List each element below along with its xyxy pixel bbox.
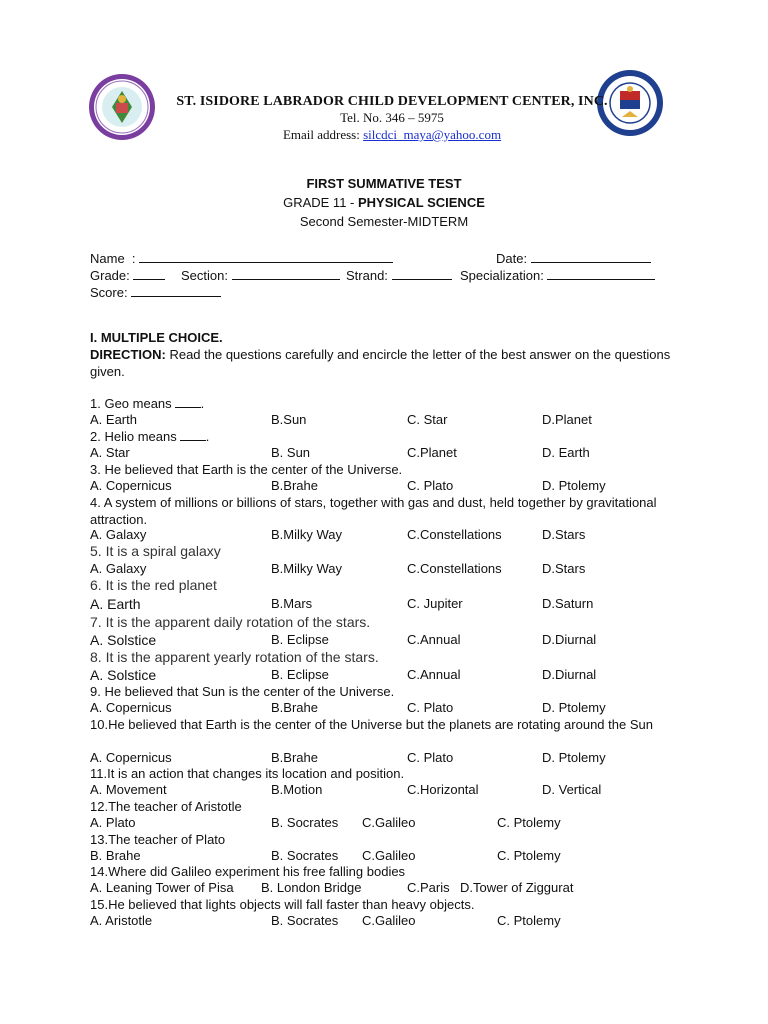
- option-14c[interactable]: C.Paris: [407, 880, 450, 895]
- option-13a[interactable]: B. Brahe: [90, 848, 141, 863]
- specialization-row: [460, 267, 655, 283]
- test-title: FIRST SUMMATIVE TEST: [306, 176, 462, 191]
- score-blank[interactable]: [131, 284, 221, 297]
- date-label: Date:: [496, 251, 528, 266]
- option-15a[interactable]: A. Aristotle: [90, 913, 153, 928]
- strand-label: Strand:: [346, 268, 388, 283]
- option-2d[interactable]: D. Earth: [542, 445, 590, 460]
- option-7b[interactable]: B. Eclipse: [271, 632, 329, 647]
- option-7a[interactable]: A. Solstice: [90, 632, 157, 648]
- question-4: 4. A system of millions or billions of stars, together with gas and dust, held together by gravitational attraction.: [90, 495, 657, 527]
- date-row: [496, 250, 651, 266]
- option-1d[interactable]: D.Planet: [542, 412, 592, 427]
- option-14d[interactable]: D.Tower of Ziggurat: [460, 880, 574, 895]
- direction-body: Read the questions carefully and encircle the letter of the best answer on the questions given.: [90, 347, 671, 379]
- option-4a[interactable]: A. Galaxy: [90, 527, 147, 542]
- grade-blank[interactable]: [133, 267, 165, 280]
- section-row: [181, 267, 340, 283]
- section-label: Section:: [181, 268, 228, 283]
- option-11a[interactable]: A. Movement: [90, 782, 167, 797]
- option-11d[interactable]: D. Vertical: [542, 782, 602, 797]
- strand-blank[interactable]: [392, 267, 452, 280]
- option-6b[interactable]: B.Mars: [271, 596, 313, 611]
- question-10: 10.He believed that Earth is the center of the Universe but the planets are rotating around the Sun: [90, 717, 653, 732]
- option-11b[interactable]: B.Motion: [271, 782, 323, 797]
- option-5c[interactable]: C.Constellations: [407, 561, 502, 576]
- question-8: 8. It is the apparent yearly rotation of the stars.: [90, 649, 379, 665]
- option-6a[interactable]: A. Earth: [90, 596, 141, 612]
- question-2: 2. Helio means .: [90, 429, 210, 444]
- option-15c[interactable]: C.Galileo: [362, 913, 416, 928]
- date-blank[interactable]: [531, 250, 651, 263]
- option-10b[interactable]: B.Brahe: [271, 750, 318, 765]
- option-5a[interactable]: A. Galaxy: [90, 561, 147, 576]
- name-blank[interactable]: [139, 250, 393, 263]
- option-14a[interactable]: A. Leaning Tower of Pisa: [90, 880, 234, 895]
- question-7: 7. It is the apparent daily rotation of the stars.: [90, 614, 371, 630]
- grade-label: Grade:: [90, 268, 130, 283]
- option-4b[interactable]: B.Milky Way: [271, 527, 343, 542]
- option-13b[interactable]: B. Socrates: [271, 848, 339, 863]
- email-label: Email address:: [282, 127, 364, 142]
- option-1b[interactable]: B.Sun: [271, 412, 307, 427]
- option-3b[interactable]: B.Brahe: [271, 478, 318, 493]
- score-row: [90, 284, 221, 300]
- option-8c[interactable]: C.Annual: [407, 667, 461, 682]
- option-2a[interactable]: A. Star: [90, 445, 130, 460]
- option-7d[interactable]: D.Diurnal: [542, 632, 597, 647]
- option-15b[interactable]: B. Socrates: [271, 913, 339, 928]
- option-6c[interactable]: C. Jupiter: [407, 596, 463, 611]
- option-9b[interactable]: B.Brahe: [271, 700, 318, 715]
- grade-subject: [0, 195, 768, 210]
- option-8d[interactable]: D.Diurnal: [542, 667, 597, 682]
- option-7c[interactable]: C.Annual: [407, 632, 461, 647]
- option-15d[interactable]: C. Ptolemy: [497, 913, 561, 928]
- option-12a[interactable]: A. Plato: [90, 815, 136, 830]
- specialization-label: Specialization:: [460, 268, 544, 283]
- question-1: 1. Geo means .: [90, 396, 205, 411]
- name-row: [90, 250, 393, 266]
- question-15: 15.He believed that lights objects will fall faster than heavy objects.: [90, 897, 475, 912]
- section-blank[interactable]: [232, 267, 340, 280]
- direction-text: [90, 346, 680, 380]
- option-1c[interactable]: C. Star: [407, 412, 448, 427]
- question-11: 11.It is an action that changes its location and position.: [90, 766, 405, 781]
- option-13d[interactable]: C. Ptolemy: [497, 848, 561, 863]
- option-10a[interactable]: A. Copernicus: [90, 750, 172, 765]
- option-9a[interactable]: A. Copernicus: [90, 700, 172, 715]
- option-6d[interactable]: D.Saturn: [542, 596, 594, 611]
- option-2c[interactable]: C.Planet: [407, 445, 457, 460]
- option-8b[interactable]: B. Eclipse: [271, 667, 329, 682]
- option-2b[interactable]: B. Sun: [271, 445, 311, 460]
- option-3a[interactable]: A. Copernicus: [90, 478, 172, 493]
- school-email-line: [0, 127, 768, 143]
- option-10c[interactable]: C. Plato: [407, 750, 454, 765]
- direction-label: DIRECTION:: [90, 347, 166, 362]
- option-9d[interactable]: D. Ptolemy: [542, 700, 606, 715]
- question-12: 12.The teacher of Aristotle: [90, 799, 242, 814]
- question-9: 9. He believed that Sun is the center of the Universe.: [90, 684, 395, 699]
- question-14: 14.Where did Galileo experiment his free falling bodies: [90, 864, 406, 879]
- subject-name: PHYSICAL SCIENCE: [357, 195, 485, 210]
- score-label: Score:: [90, 285, 128, 300]
- option-4d[interactable]: D.Stars: [542, 527, 586, 542]
- school-telephone: Tel. No. 346 – 5975: [340, 110, 444, 125]
- school-name: ST. ISIDORE LABRADOR CHILD DEVELOPMENT CENTER, INC.: [176, 94, 608, 109]
- name-label: Name :: [90, 251, 136, 266]
- strand-row: [346, 267, 452, 283]
- option-5d[interactable]: D.Stars: [542, 561, 586, 576]
- option-11c[interactable]: C.Horizontal: [407, 782, 479, 797]
- option-14b[interactable]: B. London Bridge: [261, 880, 362, 895]
- section-heading: I. MULTIPLE CHOICE.: [90, 330, 223, 345]
- semester-label: Second Semester-MIDTERM: [299, 214, 469, 229]
- option-8a[interactable]: A. Solstice: [90, 667, 157, 683]
- option-5b[interactable]: B.Milky Way: [271, 561, 343, 576]
- option-10d[interactable]: D. Ptolemy: [542, 750, 606, 765]
- answer-blank: [180, 429, 206, 441]
- email-link[interactable]: silcdci_maya@yahoo.com: [363, 127, 502, 142]
- option-12b[interactable]: B. Socrates: [271, 815, 339, 830]
- option-3d[interactable]: D. Ptolemy: [542, 478, 606, 493]
- option-3c[interactable]: C. Plato: [407, 478, 454, 493]
- answer-blank: [175, 396, 201, 408]
- option-9c[interactable]: C. Plato: [407, 700, 454, 715]
- option-13c[interactable]: C.Galileo: [362, 848, 416, 863]
- question-13: 13.The teacher of Plato: [90, 832, 226, 847]
- option-1a[interactable]: A. Earth: [90, 412, 137, 427]
- question-5: 5. It is a spiral galaxy: [90, 543, 221, 559]
- option-12d[interactable]: C. Ptolemy: [497, 815, 561, 830]
- grade-row: [90, 267, 165, 283]
- specialization-blank[interactable]: [547, 267, 655, 280]
- grade-prefix: GRADE 11 -: [283, 195, 358, 210]
- question-6: 6. It is the red planet: [90, 577, 217, 593]
- question-3: 3. He believed that Earth is the center of the Universe.: [90, 462, 403, 477]
- option-12c[interactable]: C.Galileo: [362, 815, 416, 830]
- option-4c[interactable]: C.Constellations: [407, 527, 502, 542]
